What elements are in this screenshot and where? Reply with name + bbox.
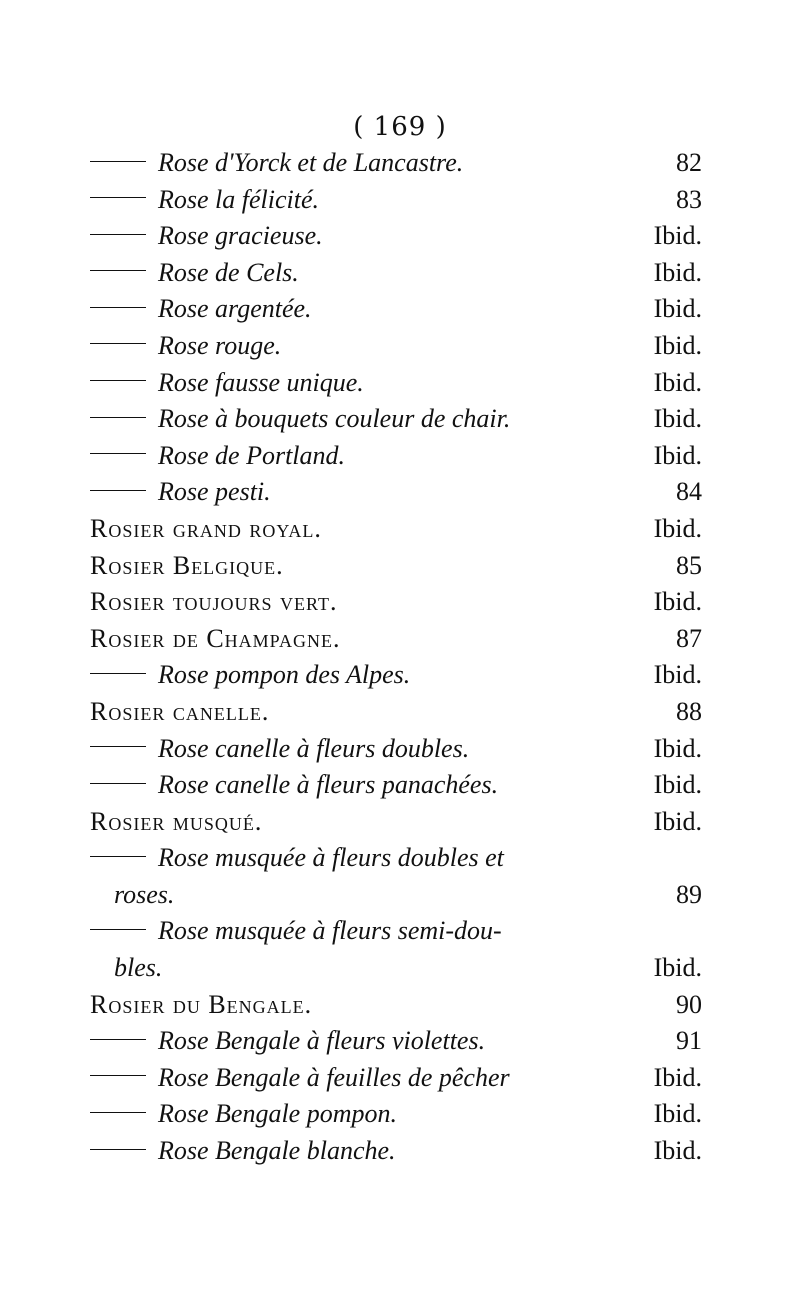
index-entry — [90, 621, 702, 658]
index-entry — [90, 584, 702, 621]
entry-page-ref: 83 — [676, 184, 702, 214]
entry-page-ref: 91 — [676, 1026, 702, 1056]
index-entry — [90, 291, 702, 328]
entry-name: Rose à bouquets couleur de chair. — [158, 404, 511, 434]
index-entry — [90, 218, 702, 255]
index-entry — [90, 401, 702, 438]
ditto-dash — [90, 783, 146, 784]
entry-name: Rose la félicité. — [158, 184, 320, 214]
index-entries — [90, 145, 702, 1170]
ditto-dash — [90, 490, 146, 491]
index-entry — [90, 145, 702, 182]
index-entry — [90, 804, 702, 841]
entry-heading: Rosier du Bengale. — [90, 989, 313, 1019]
ditto-dash — [90, 343, 146, 344]
entry-page-ref: Ibid. — [653, 806, 702, 836]
entry-page-ref: Ibid. — [653, 660, 702, 690]
index-entry — [90, 950, 702, 987]
ditto-dash — [90, 380, 146, 381]
index-entry — [90, 182, 702, 219]
entry-page-ref: Ibid. — [653, 733, 702, 763]
entry-heading: Rosier musqué. — [90, 806, 263, 836]
entry-page-ref: Ibid. — [653, 1062, 702, 1092]
entry-name: Rose rouge. — [158, 330, 282, 360]
entry-page-ref: Ibid. — [653, 294, 702, 324]
entry-name: Rose Bengale à fleurs violettes. — [158, 1026, 486, 1056]
ditto-dash — [90, 417, 146, 418]
entry-name: Rose Bengale à feuilles de pêcher — [158, 1062, 510, 1092]
entry-name: Rose pesti. — [158, 477, 271, 507]
entry-page-ref: Ibid. — [653, 1136, 702, 1166]
index-entry — [90, 548, 702, 585]
entry-page-ref: 87 — [676, 623, 702, 653]
entry-name: Rose Bengale pompon. — [158, 1099, 398, 1129]
entry-page-ref: Ibid. — [653, 513, 702, 543]
ditto-dash — [90, 234, 146, 235]
entry-heading: Rosier Belgique. — [90, 550, 284, 580]
index-entry — [90, 255, 702, 292]
entry-name: Rose canelle à fleurs panachées. — [158, 770, 499, 800]
index-entry — [90, 731, 702, 768]
entry-name: Rose musquée à fleurs semi-dou- — [158, 916, 502, 946]
entry-page-ref: 85 — [676, 550, 702, 580]
ditto-dash — [90, 270, 146, 271]
index-entry — [90, 657, 702, 694]
entry-name: Rose fausse unique. — [158, 367, 364, 397]
ditto-dash — [90, 453, 146, 454]
ditto-dash — [90, 1112, 146, 1113]
entry-page-ref: 84 — [676, 477, 702, 507]
entry-heading: Rosier de Champagne. — [90, 623, 341, 653]
entry-heading: Rosier canelle. — [90, 696, 270, 726]
entry-page-ref: 90 — [676, 989, 702, 1019]
entry-name: Rose de Cels. — [158, 257, 299, 287]
page-number: ( 169 ) — [353, 112, 447, 142]
entry-page-ref: Ibid. — [653, 367, 702, 397]
index-entry — [90, 987, 702, 1024]
entry-name: Rose musquée à fleurs doubles et — [158, 843, 504, 873]
ditto-dash — [90, 161, 146, 162]
entry-name: Rose canelle à fleurs doubles. — [158, 733, 470, 763]
index-entry — [90, 474, 702, 511]
ditto-dash — [90, 929, 146, 930]
entry-page-ref: Ibid. — [653, 1099, 702, 1129]
entry-name: Rose argentée. — [158, 294, 312, 324]
entry-page-ref: Ibid. — [653, 770, 702, 800]
index-entry — [90, 1023, 702, 1060]
entry-name: bles. — [114, 953, 163, 983]
entry-name: Rose gracieuse. — [158, 221, 323, 251]
index-entry — [90, 511, 702, 548]
entry-name: Rose d'Yorck et de Lancastre. — [158, 148, 464, 177]
index-entry — [90, 365, 702, 402]
ditto-dash — [90, 1039, 146, 1040]
entry-name: Rose de Portland. — [158, 440, 346, 470]
entry-page-ref: 82 — [676, 148, 702, 177]
ditto-dash — [90, 856, 146, 857]
ditto-dash — [90, 1075, 146, 1076]
entry-page-ref: Ibid. — [653, 330, 702, 360]
entry-heading: Rosier toujours vert. — [90, 587, 338, 617]
entry-page-ref: Ibid. — [653, 404, 702, 434]
index-entry — [90, 840, 702, 877]
entry-name: roses. — [114, 879, 175, 909]
index-entry — [90, 1096, 702, 1133]
ditto-dash — [90, 746, 146, 747]
ditto-dash — [90, 307, 146, 308]
index-entry — [90, 694, 702, 731]
ditto-dash — [90, 673, 146, 674]
entry-page-ref: Ibid. — [653, 257, 702, 287]
entry-name: Rose pompon des Alpes. — [158, 660, 411, 690]
index-entry — [90, 1133, 702, 1170]
entry-page-ref: 89 — [676, 879, 702, 909]
index-entry — [90, 328, 702, 365]
entry-page-ref: 88 — [676, 696, 702, 726]
entry-page-ref: Ibid. — [653, 953, 702, 983]
ditto-dash — [90, 197, 146, 198]
index-entry — [90, 767, 702, 804]
entry-page-ref: Ibid. — [653, 221, 702, 251]
ditto-dash — [90, 1149, 146, 1150]
index-entry — [90, 1060, 702, 1097]
entry-heading: Rosier grand royal. — [90, 513, 322, 543]
entry-page-ref: Ibid. — [653, 587, 702, 617]
index-entry — [90, 438, 702, 475]
entry-name: Rose Bengale blanche. — [158, 1136, 396, 1166]
index-entry — [90, 913, 702, 950]
entry-page-ref: Ibid. — [653, 440, 702, 470]
index-entry — [90, 877, 702, 914]
